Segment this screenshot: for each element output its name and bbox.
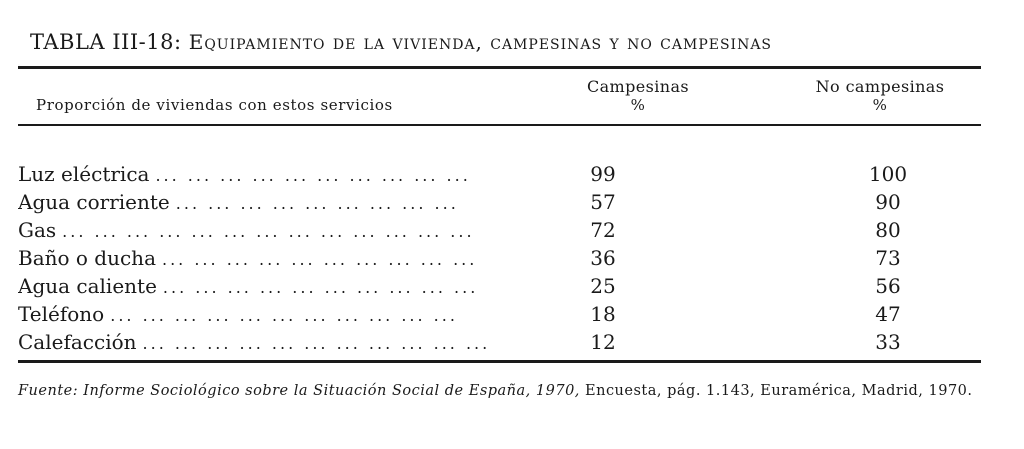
value-no-campesinas: 100	[868, 162, 908, 186]
bottom-rule	[18, 360, 981, 363]
leader-dots: ... ... ... ... ... ... ... ... ... ... ...	[110, 306, 458, 325]
leader-dots: ... ... ... ... ... ... ... ... ... ...	[162, 250, 478, 269]
row-label: Gas	[18, 218, 57, 242]
table-body	[18, 160, 981, 356]
value-campesinas: 57	[590, 190, 616, 214]
value-no-campesinas: 33	[875, 330, 901, 354]
row-label: Baño o ducha	[18, 246, 156, 270]
leader-dots: ... ... ... ... ... ... ... ... ... ... ...	[142, 334, 491, 353]
source-note	[18, 382, 993, 401]
table-title	[30, 30, 990, 54]
table-row	[18, 188, 981, 216]
row-label: Agua corriente	[18, 190, 170, 214]
value-no-campesinas: 73	[875, 246, 901, 270]
table-row	[18, 300, 981, 328]
value-campesinas: 18	[590, 302, 616, 326]
value-campesinas: 99	[590, 162, 616, 186]
table-row	[18, 160, 981, 188]
value-no-campesinas: 56	[875, 274, 901, 298]
table-row	[18, 272, 981, 300]
row-label: Agua caliente	[18, 274, 157, 298]
value-campesinas: 12	[590, 330, 616, 354]
table-row	[18, 216, 981, 244]
column-header-unit: %	[872, 96, 888, 114]
row-label: Calefacción	[18, 330, 137, 354]
value-campesinas: 36	[590, 246, 616, 270]
top-rule	[18, 66, 981, 69]
row-label: Luz eléctrica	[18, 162, 150, 186]
source-prefix: Fuente:	[18, 383, 79, 399]
table-row	[18, 328, 981, 356]
table-row	[18, 244, 981, 272]
value-no-campesinas: 80	[875, 218, 901, 242]
column-header-campesinas	[538, 78, 738, 114]
value-campesinas: 72	[590, 218, 616, 242]
table-number: TABLA III-18:	[30, 30, 182, 54]
value-no-campesinas: 47	[875, 302, 901, 326]
column-header-name: Campesinas	[586, 77, 690, 96]
source-work: Informe Sociológico sobre la Situación Social de España, 1970,	[83, 383, 580, 399]
column-header-no-campesinas	[780, 78, 980, 114]
row-header-label: Proporción de viviendas con estos servicios	[36, 96, 393, 114]
leader-dots: ... ... ... ... ... ... ... ... ... ... ... ... ...	[62, 222, 475, 241]
column-header-unit: %	[630, 96, 646, 114]
table-caption: Equipamiento de la vivienda, campesinas y no campesinas	[188, 30, 773, 54]
header-rule	[18, 124, 981, 126]
source-details: Encuesta, pág. 1.143, Euramérica, Madrid, 1970.	[585, 383, 973, 399]
value-no-campesinas: 90	[875, 190, 901, 214]
leader-dots: ... ... ... ... ... ... ... ... ... ...	[155, 166, 471, 185]
column-header-name: No campesinas	[815, 77, 945, 96]
leader-dots: ... ... ... ... ... ... ... ... ... ...	[162, 278, 479, 297]
row-label: Teléfono	[18, 302, 105, 326]
value-campesinas: 25	[590, 274, 616, 298]
leader-dots: ... ... ... ... ... ... ... ... ...	[175, 194, 459, 213]
